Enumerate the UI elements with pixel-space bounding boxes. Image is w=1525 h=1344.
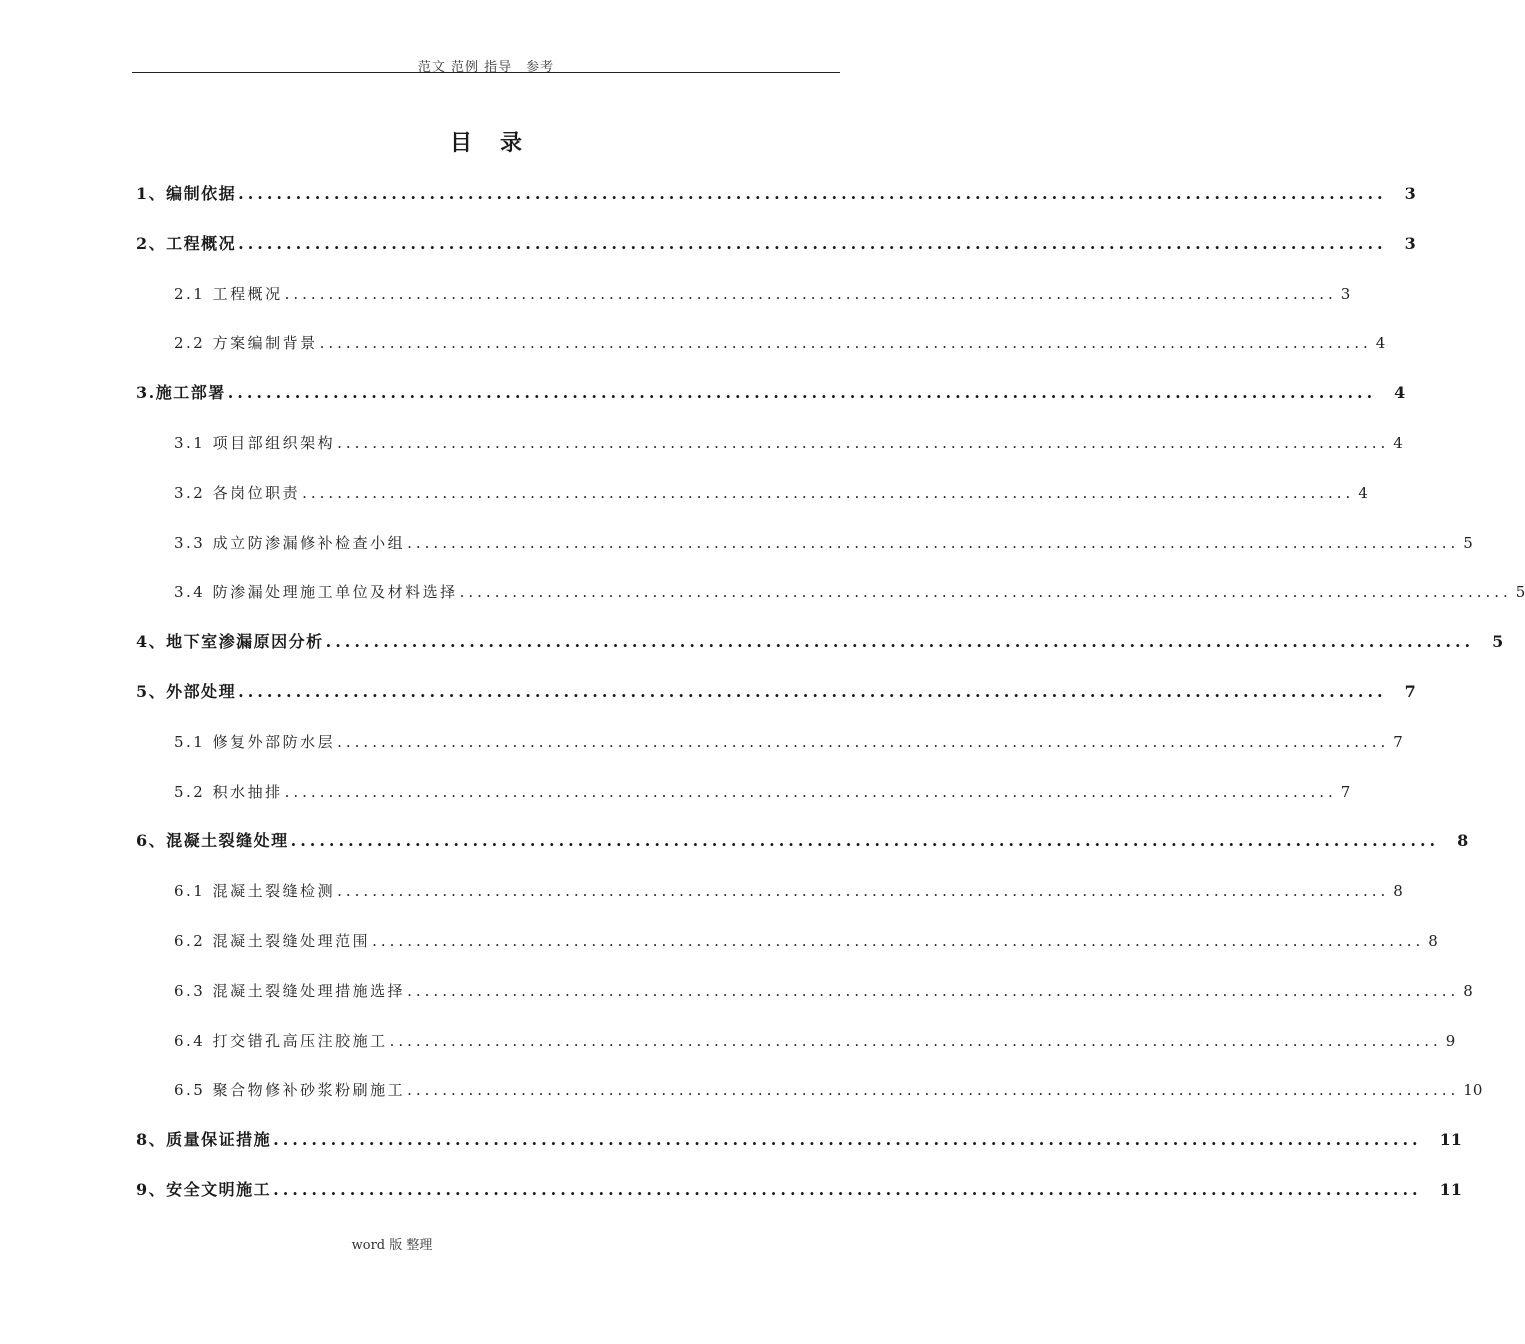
toc-entry[interactable] xyxy=(174,979,1473,1003)
toc-dot-leader: ........................................................................................................................ xyxy=(284,783,1337,801)
toc-dot-leader: ........................................................................................................................ xyxy=(302,484,1355,502)
toc-entry[interactable] xyxy=(174,481,1368,505)
toc-entry-label: 5.1 修复外部防水层 xyxy=(174,733,336,751)
toc-entry[interactable] xyxy=(174,929,1438,953)
toc-entry-page: 8 xyxy=(1393,882,1403,900)
toc-entry[interactable] xyxy=(136,829,1469,853)
toc-entry-label: 5.2 积水抽排 xyxy=(174,783,283,801)
toc-dot-leader: ........................................................................................................................ xyxy=(337,882,1390,900)
toc-dot-leader: ........................................................................................................................ xyxy=(459,583,1512,601)
toc-entry[interactable] xyxy=(174,331,1386,355)
toc-entry-label: 3.4 防渗漏处理施工单位及材料选择 xyxy=(174,583,458,601)
toc-dot-leader: ........................................................................................................................ xyxy=(238,234,1387,253)
toc-entry-page: 4 xyxy=(1394,383,1406,402)
toc-title: 目录 xyxy=(449,130,550,156)
toc-entry[interactable] xyxy=(136,182,1416,206)
toc-dot-leader: ........................................................................................................................ xyxy=(284,285,1337,303)
toc-entry[interactable] xyxy=(174,580,1525,604)
toc-dot-leader: ........................................................................................................................ xyxy=(319,334,1372,352)
toc-entry-label: 6.4 打交错孔高压注胶施工 xyxy=(174,1032,388,1050)
toc-entry-label: 8、质量保证措施 xyxy=(136,1130,272,1149)
toc-entry-page: 4 xyxy=(1358,484,1368,502)
toc-dot-leader: ........................................................................................................................ xyxy=(325,632,1475,651)
toc-entry-page: 5 xyxy=(1492,632,1504,651)
toc-entry[interactable] xyxy=(174,1078,1483,1102)
toc-entry-page: 8 xyxy=(1457,831,1469,850)
toc-entry[interactable] xyxy=(174,531,1473,555)
toc-entry-page: 11 xyxy=(1439,1180,1462,1199)
toc-entry-label: 2.2 方案编制背景 xyxy=(174,334,318,352)
toc-entry-page: 9 xyxy=(1445,1032,1456,1050)
toc-entry-page: 5 xyxy=(1463,534,1473,552)
toc-entry[interactable] xyxy=(174,1029,1456,1053)
toc-entry[interactable] xyxy=(136,630,1504,654)
toc-entry-page: 7 xyxy=(1393,733,1403,751)
toc-dot-leader: ........................................................................................................................ xyxy=(407,1081,1460,1099)
toc-entry[interactable] xyxy=(136,680,1416,704)
toc-entry-label: 6、混凝土裂缝处理 xyxy=(136,831,289,850)
toc-entry-label: 3.1 项目部组织架构 xyxy=(174,434,336,452)
toc-entry[interactable] xyxy=(174,431,1403,455)
toc-entry-page: 7 xyxy=(1340,783,1351,801)
toc-entry[interactable] xyxy=(136,381,1406,405)
toc-entry[interactable] xyxy=(174,879,1403,903)
toc-entry[interactable] xyxy=(174,730,1403,754)
toc-dot-leader: ........................................................................................................................ xyxy=(337,434,1390,452)
toc-entry[interactable] xyxy=(174,780,1351,804)
page-header: 范文 范例 指导 参考 xyxy=(417,60,555,75)
toc-entry-label: 6.5 聚合物修补砂浆粉刷施工 xyxy=(174,1081,406,1099)
toc-entry[interactable] xyxy=(174,282,1351,306)
toc-entry-label: 2.1 工程概况 xyxy=(174,285,283,303)
toc-entry-label: 5、外部处理 xyxy=(136,682,237,701)
toc-dot-leader: ........................................................................................................................ xyxy=(337,733,1390,751)
toc-entry-label: 6.2 混凝土裂缝处理范围 xyxy=(174,932,371,950)
toc-entry-page: 11 xyxy=(1439,1130,1462,1149)
toc-entry-page: 3 xyxy=(1340,285,1351,303)
toc-entry-page: 7 xyxy=(1404,682,1416,701)
toc-dot-leader: ........................................................................................................................ xyxy=(273,1130,1422,1149)
toc-entry-label: 3.施工部署 xyxy=(136,383,226,402)
toc-dot-leader: ........................................................................................................................ xyxy=(273,1180,1422,1199)
toc-dot-leader: ........................................................................................................................ xyxy=(407,534,1460,552)
toc-entry-label: 4、地下室渗漏原因分析 xyxy=(136,632,324,651)
toc-entry-page: 10 xyxy=(1463,1081,1483,1099)
toc-entry-page: 3 xyxy=(1404,234,1416,253)
toc-entry[interactable] xyxy=(136,1178,1462,1202)
toc-entry-label: 6.1 混凝土裂缝检测 xyxy=(174,882,336,900)
toc-entry[interactable] xyxy=(136,232,1416,256)
toc-dot-leader: ........................................................................................................................ xyxy=(227,383,1377,402)
toc-entry-page: 8 xyxy=(1428,932,1438,950)
page-footer: word 版 整理 xyxy=(351,1238,433,1253)
toc-dot-leader: ........................................................................................................................ xyxy=(372,932,1425,950)
toc-dot-leader: ........................................................................................................................ xyxy=(290,831,1440,850)
toc-entry-page: 8 xyxy=(1463,982,1473,1000)
toc-dot-leader: ........................................................................................................................ xyxy=(389,1032,1442,1050)
toc-entry-label: 9、安全文明施工 xyxy=(136,1180,272,1199)
toc-entry-page: 3 xyxy=(1404,184,1416,203)
toc-entry-label: 2、工程概况 xyxy=(136,234,237,253)
toc-entry-page: 5 xyxy=(1515,583,1525,601)
toc-dot-leader: ........................................................................................................................ xyxy=(238,184,1387,203)
toc-entry-label: 3.3 成立防渗漏修补检查小组 xyxy=(174,534,406,552)
toc-entry[interactable] xyxy=(136,1128,1462,1152)
toc-entry-page: 4 xyxy=(1375,334,1386,352)
toc-dot-leader: ........................................................................................................................ xyxy=(407,982,1460,1000)
toc-dot-leader: ........................................................................................................................ xyxy=(238,682,1387,701)
toc-entry-label: 3.2 各岗位职责 xyxy=(174,484,301,502)
toc-entry-label: 1、编制依据 xyxy=(136,184,237,203)
toc-entry-page: 4 xyxy=(1393,434,1403,452)
toc-entry-label: 6.3 混凝土裂缝处理措施选择 xyxy=(174,982,406,1000)
